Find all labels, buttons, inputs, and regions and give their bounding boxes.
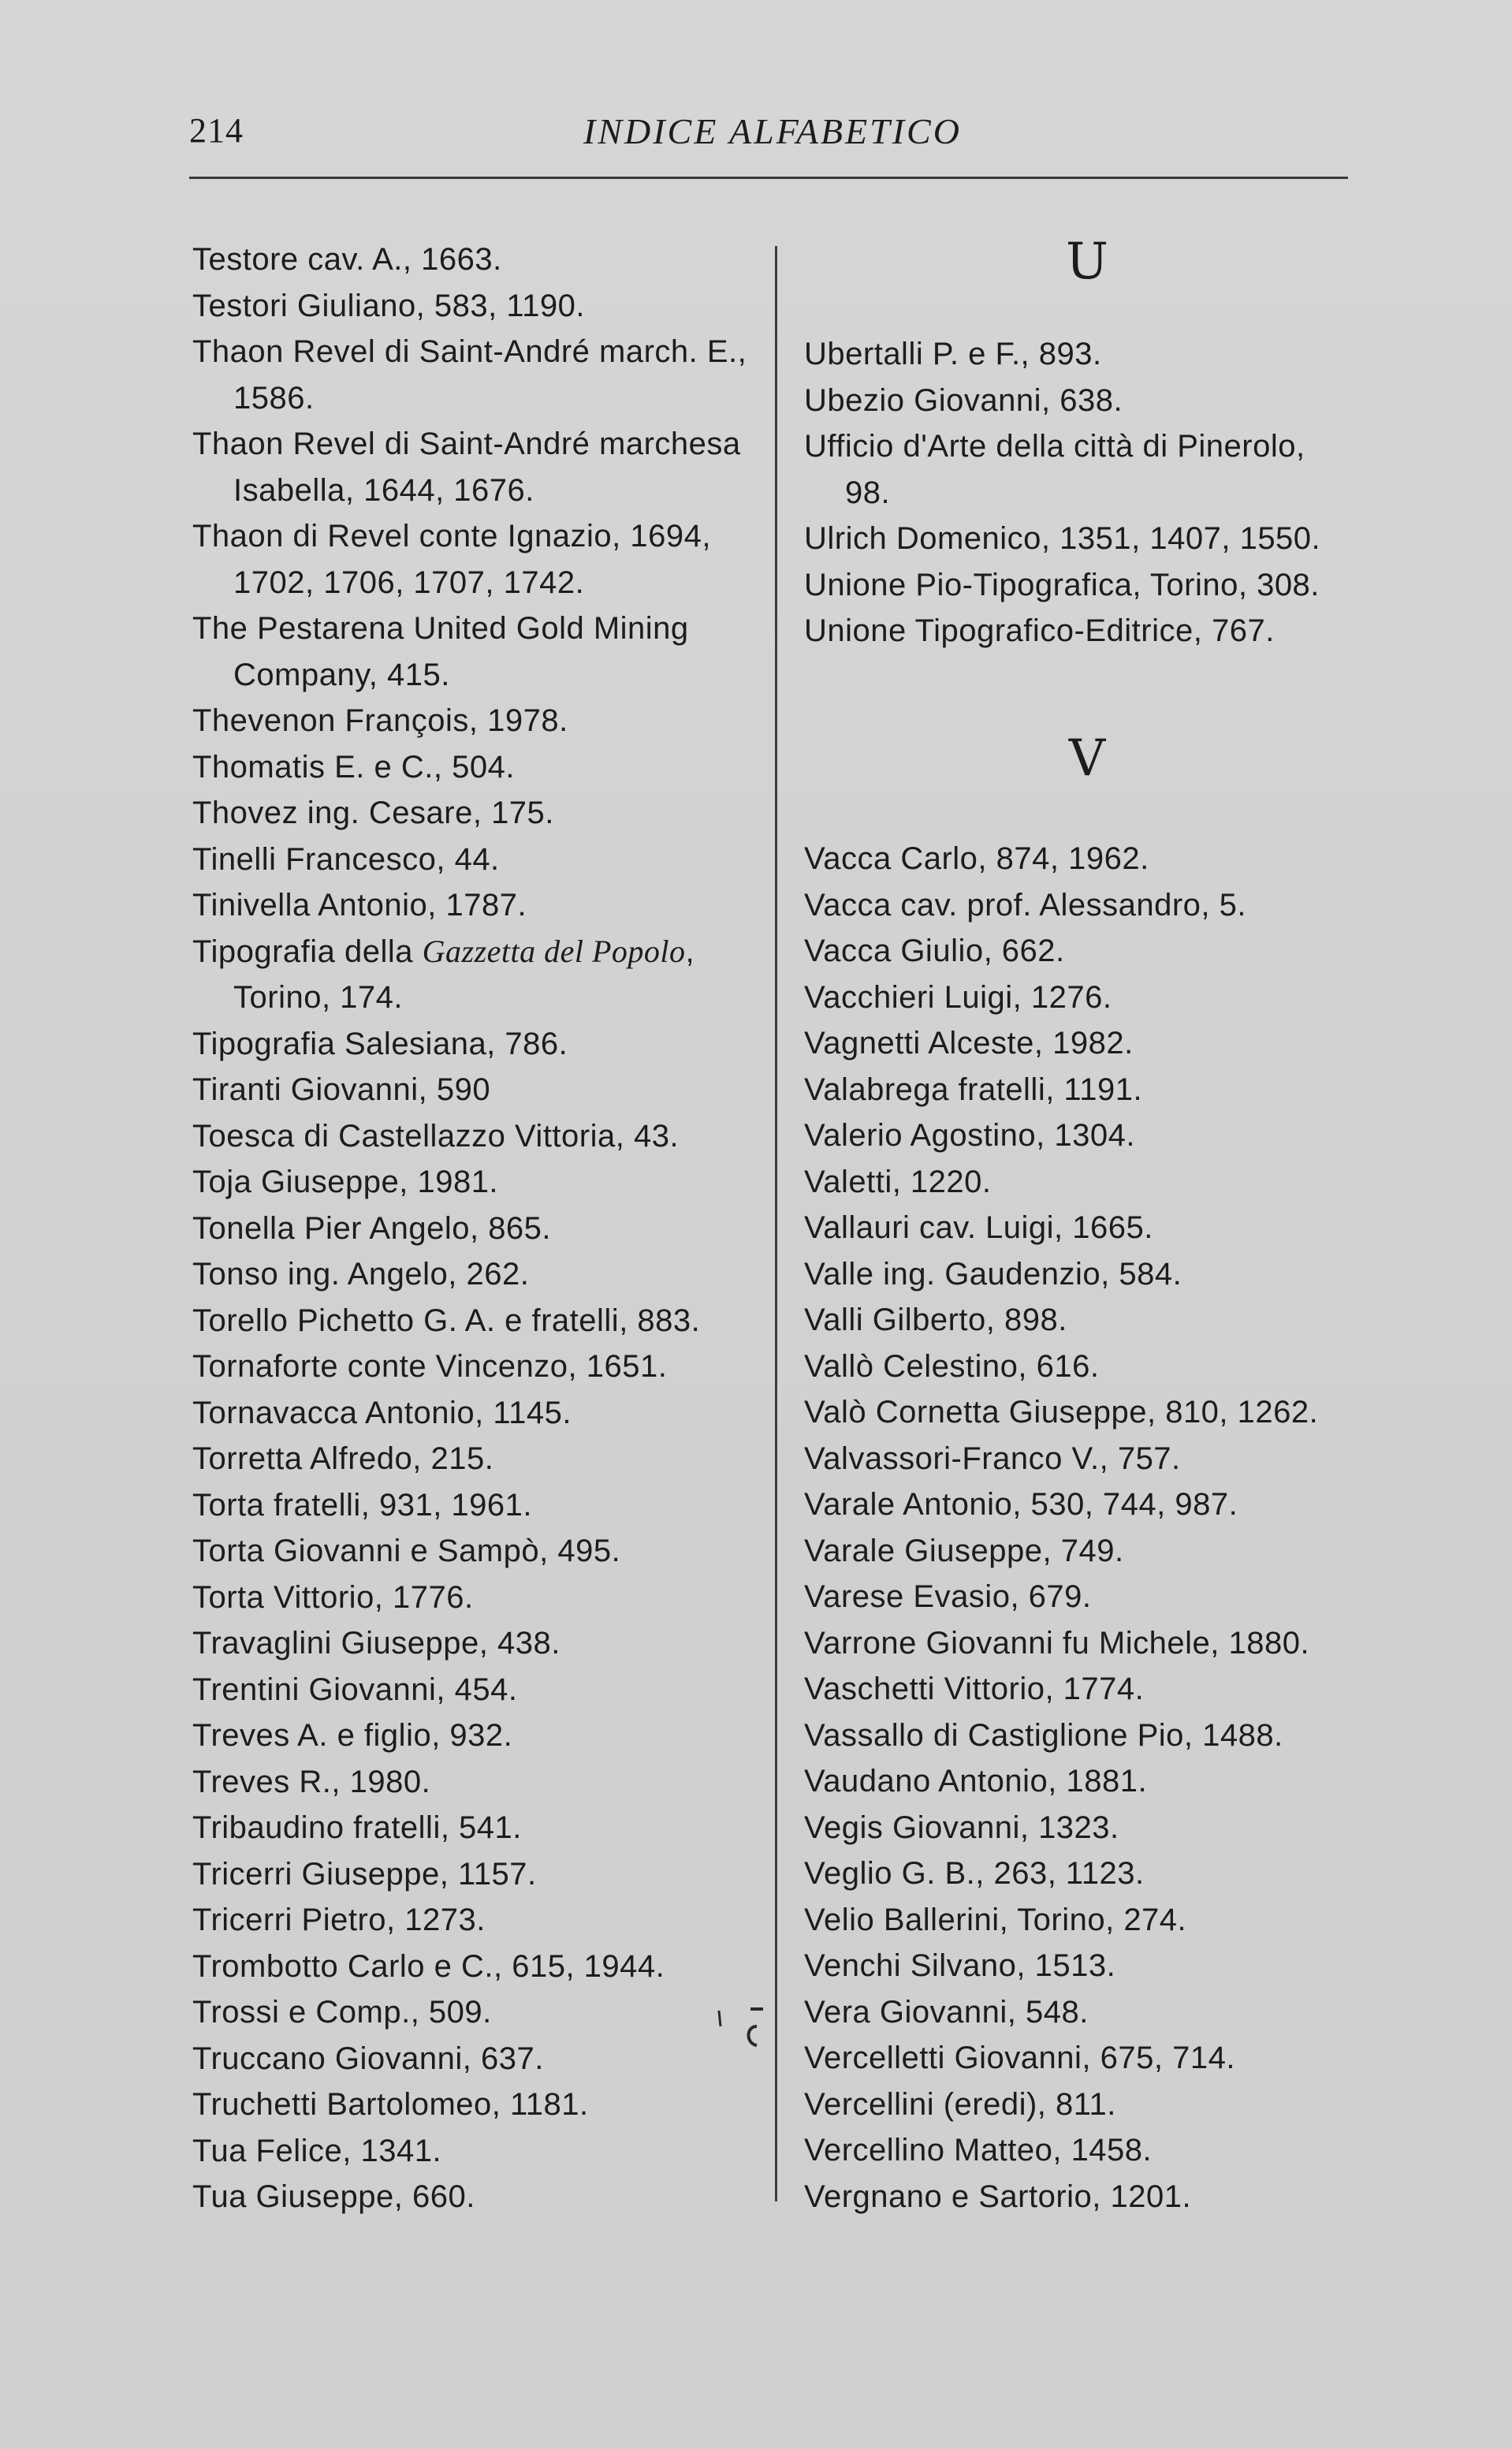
- index-entry: [804, 1574, 1387, 1620]
- entry-text: Torino, 174.: [233, 980, 404, 1015]
- index-entry: [192, 1298, 760, 1344]
- index-entry: [804, 1205, 1387, 1251]
- entry-text: Torretta Alfredo, 215.: [192, 1441, 494, 1476]
- index-entry: [804, 1436, 1387, 1482]
- index-entry: [192, 1713, 760, 1759]
- entry-text: Trentini Giovanni, 454.: [192, 1672, 518, 1707]
- entry-text: Vacca cav. prof. Alessandro, 5.: [804, 887, 1246, 923]
- page-number: 214: [189, 111, 244, 150]
- index-entry: [192, 1805, 760, 1851]
- entry-text: Varese Evasio, 679.: [804, 1579, 1092, 1614]
- index-entry: [804, 1482, 1387, 1528]
- index-entry: [804, 1159, 1387, 1206]
- entry-text: 98.: [845, 475, 891, 510]
- index-entry: [192, 1206, 760, 1252]
- entry-text: Isabella, 1644, 1676.: [233, 472, 534, 508]
- index-entry: [192, 1528, 760, 1575]
- index-entry: [192, 1620, 760, 1667]
- entry-text: Thaon Revel di Saint-André marchesa: [192, 427, 741, 461]
- index-entry: [804, 2082, 1387, 2128]
- entry-text: Valvassori-Franco V., 757.: [804, 1441, 1181, 1476]
- index-entry: [192, 698, 760, 744]
- entry-text: Vallauri cav. Luigi, 1665.: [804, 1210, 1153, 1245]
- entry-text: Tua Giuseppe, 660.: [192, 2179, 475, 2214]
- index-entry: [804, 1620, 1387, 1667]
- index-entry: [804, 2127, 1387, 2174]
- index-entry: [192, 1436, 760, 1482]
- entry-text: Ubezio Giovanni, 638.: [804, 382, 1123, 418]
- index-entry: [192, 1759, 760, 1806]
- entry-text: Toja Giuseppe, 1981.: [192, 1165, 499, 1199]
- index-entry: [192, 1944, 760, 1990]
- index-entry: [804, 1989, 1387, 2036]
- entry-text: Valle ing. Gaudenzio, 584.: [804, 1256, 1182, 1292]
- entry-text: Valabrega fratelli, 1191.: [804, 1072, 1143, 1107]
- index-entry: [192, 1113, 760, 1160]
- entry-text: Tinelli Francesco, 44.: [192, 841, 500, 877]
- index-entry: [804, 1344, 1387, 1390]
- index-entry: [804, 2174, 1387, 2220]
- entry-text: Vercelletti Giovanni, 675, 714.: [804, 2041, 1235, 2075]
- index-entry: [804, 1805, 1387, 1851]
- entry-text: Vercellini (eredi), 811.: [804, 2086, 1116, 2122]
- entry-text: Unione Pio-Tipografica, Torino, 308.: [804, 567, 1320, 602]
- index-entry: [192, 1159, 760, 1206]
- entry-text: Tonso ing. Angelo, 262.: [192, 1257, 530, 1292]
- index-entry: [804, 1067, 1387, 1113]
- entry-text: Thovez ing. Cesare, 175.: [192, 796, 554, 830]
- index-entry: [804, 1020, 1387, 1067]
- index-entry: [804, 331, 1387, 378]
- left-column-index: [192, 237, 760, 2220]
- index-entry: [192, 1344, 760, 1390]
- page-header: [189, 110, 1348, 158]
- entry-text: Tipografia della: [192, 934, 423, 969]
- entry-text: Tinivella Antonio, 1787.: [192, 888, 527, 923]
- entry-text: Testore cav. A., 1663.: [192, 242, 502, 277]
- index-entry: [804, 378, 1387, 424]
- index-entry: [804, 423, 1387, 470]
- entry-text: Tipografia Salesiana, 786.: [192, 1026, 568, 1061]
- index-entry: [192, 1897, 760, 1944]
- entry-text: Vassallo di Castiglione Pio, 1488.: [804, 1717, 1283, 1753]
- entry-text: Thomatis E. e C., 504.: [192, 749, 515, 785]
- index-entry: [192, 1667, 760, 1713]
- entry-text: Varale Antonio, 530, 744, 987.: [804, 1487, 1238, 1522]
- entry-text: Valli Gilberto, 898.: [804, 1303, 1067, 1337]
- entry-text: Ulrich Domenico, 1351, 1407, 1550.: [804, 521, 1321, 556]
- entry-text: Tribaudino fratelli, 541.: [192, 1810, 522, 1845]
- entry-text: Ubertalli P. e F., 893.: [804, 337, 1102, 371]
- header-rule: [189, 177, 1348, 179]
- entry-text: Thevenon François, 1978.: [192, 703, 568, 738]
- index-entry: [192, 513, 760, 560]
- index-entry: [804, 1113, 1387, 1159]
- entry-text: Veglio G. B., 263, 1123.: [804, 1856, 1145, 1891]
- index-entry: [192, 560, 760, 606]
- entry-text: Toesca di Castellazzo Vittoria, 43.: [192, 1118, 680, 1154]
- entry-text: Ufficio d'Arte della città di Pinerolo,: [804, 429, 1305, 464]
- entry-text: Vaschetti Vittorio, 1774.: [804, 1672, 1145, 1706]
- entry-text: Torello Pichetto G. A. e fratelli, 883.: [192, 1303, 701, 1338]
- entry-text: Testori Giuliano, 583, 1190.: [192, 288, 586, 323]
- index-entry: [192, 606, 760, 652]
- index-entry: [192, 283, 760, 330]
- index-entry: [192, 790, 760, 837]
- index-entry: [804, 882, 1387, 929]
- index-entry: [804, 1943, 1387, 1989]
- entry-text: Thaon Revel di Saint-André march. E.,: [192, 334, 747, 369]
- index-entry: [192, 1067, 760, 1113]
- index-entry: [192, 744, 760, 791]
- entry-text: Trombotto Carlo e C., 615, 1944.: [192, 1948, 665, 1984]
- index-entry: [192, 1989, 760, 2036]
- index-entry: [192, 975, 760, 1021]
- section-v-index: [804, 836, 1387, 2220]
- index-entry: [804, 1297, 1387, 1344]
- entry-text: Tricerri Giuseppe, 1157.: [192, 1856, 537, 1892]
- index-entry: [804, 1713, 1387, 1759]
- section-u-index: [804, 331, 1387, 654]
- index-entry: [192, 2174, 760, 2220]
- entry-text: Vercellino Matteo, 1458.: [804, 2133, 1153, 2168]
- index-entry: [192, 652, 760, 699]
- index-entry: [192, 329, 760, 375]
- index-entry: [192, 1575, 760, 1621]
- index-entry: [192, 929, 760, 975]
- entry-text: Treves A. e figlio, 932.: [192, 1718, 513, 1753]
- entry-text: Torta fratelli, 931, 1961.: [192, 1487, 533, 1523]
- index-entry: [804, 562, 1387, 609]
- entry-text: Vaudano Antonio, 1881.: [804, 1764, 1148, 1799]
- index-entry: [192, 468, 760, 514]
- entry-text: Trossi e Comp., 509.: [192, 1995, 492, 2030]
- entry-text: Vacca Carlo, 874, 1962.: [804, 841, 1149, 876]
- entry-text: Unione Tipografico-Editrice, 767.: [804, 613, 1275, 648]
- entry-text: Vergnano e Sartorio, 1201.: [804, 2179, 1192, 2214]
- entry-text: Vegis Giovanni, 1323.: [804, 1810, 1119, 1845]
- index-entry: [192, 882, 760, 929]
- entry-text: Tricerri Pietro, 1273.: [192, 1903, 486, 1937]
- section-letter-u: U: [1066, 233, 1110, 291]
- index-entry: [192, 237, 760, 283]
- index-entry: [804, 2035, 1387, 2082]
- entry-italic-title: Gazzetta del Popolo: [422, 933, 686, 969]
- index-entry: [804, 1758, 1387, 1805]
- index-entry: [804, 516, 1387, 562]
- entry-text: Valerio Agostino, 1304.: [804, 1118, 1135, 1153]
- entry-text: Vera Giovanni, 548.: [804, 1994, 1089, 2030]
- index-entry: [804, 1897, 1387, 1944]
- index-entry: [804, 608, 1387, 654]
- entry-text: Valetti, 1220.: [804, 1164, 992, 1199]
- column-divider: [775, 246, 777, 2201]
- entry-text: Torta Giovanni e Sampò, 495.: [192, 1534, 621, 1568]
- index-entry: [804, 1851, 1387, 1897]
- index-entry: [192, 2082, 760, 2128]
- index-entry: [804, 975, 1387, 1021]
- index-entry: [192, 375, 760, 422]
- entry-text: Tornaforte conte Vincenzo, 1651.: [192, 1349, 668, 1384]
- index-entry: [804, 1251, 1387, 1298]
- entry-text: Truccano Giovanni, 637.: [192, 2041, 544, 2076]
- entry-text: Travaglini Giuseppe, 438.: [192, 1626, 560, 1661]
- index-entry: [804, 928, 1387, 975]
- entry-text: Company, 415.: [233, 657, 450, 692]
- entry-text: 1702, 1706, 1707, 1742.: [233, 565, 585, 600]
- entry-text: Venchi Silvano, 1513.: [804, 1948, 1116, 1983]
- page-title: INDICE ALFABETICO: [583, 111, 962, 151]
- entry-text: Tiranti Giovanni, 590: [192, 1072, 491, 1107]
- index-entry: [192, 421, 760, 468]
- entry-text: Vacchieri Luigi, 1276.: [804, 979, 1112, 1015]
- index-entry: [804, 1528, 1387, 1575]
- entry-text: Varale Giuseppe, 749.: [804, 1533, 1124, 1568]
- entry-text: Vacca Giulio, 662.: [804, 934, 1065, 968]
- entry-text: Vallò Celestino, 616.: [804, 1348, 1100, 1384]
- index-entry: [192, 1851, 760, 1898]
- index-entry: [804, 836, 1387, 882]
- entry-punctuation: ,: [685, 934, 695, 969]
- section-letter-v: V: [1068, 729, 1108, 788]
- library-stamp-mark: [711, 1995, 768, 2074]
- entry-text: Tua Felice, 1341.: [192, 2133, 442, 2168]
- index-entry: [192, 837, 760, 883]
- index-entry: [192, 1021, 760, 1068]
- entry-text: Treves R., 1980.: [192, 1764, 431, 1799]
- index-entry: [192, 1251, 760, 1298]
- entry-text: 1586.: [233, 380, 315, 416]
- index-entry: [804, 470, 1387, 516]
- entry-text: Thaon di Revel conte Ignazio, 1694,: [192, 519, 711, 554]
- entry-text: Torta Vittorio, 1776.: [192, 1579, 474, 1615]
- entry-text: Varrone Giovanni fu Michele, 1880.: [804, 1625, 1310, 1661]
- entry-text: Velio Ballerini, Torino, 274.: [804, 1902, 1187, 1937]
- entry-text: Truchetti Bartolomeo, 1181.: [192, 2087, 589, 2122]
- entry-text: Tonella Pier Angelo, 865.: [192, 1210, 552, 1246]
- index-entry: [192, 2128, 760, 2175]
- entry-text: The Pestarena United Gold Mining: [192, 611, 689, 646]
- index-entry: [192, 2036, 760, 2082]
- index-entry: [804, 1389, 1387, 1436]
- entry-text: Vagnetti Alceste, 1982.: [804, 1026, 1134, 1060]
- index-entry: [804, 1666, 1387, 1713]
- index-entry: [192, 1482, 760, 1529]
- index-entry: [192, 1390, 760, 1437]
- entry-text: Valò Cornetta Giuseppe, 810, 1262.: [804, 1395, 1319, 1430]
- entry-text: Tornavacca Antonio, 1145.: [192, 1395, 572, 1430]
